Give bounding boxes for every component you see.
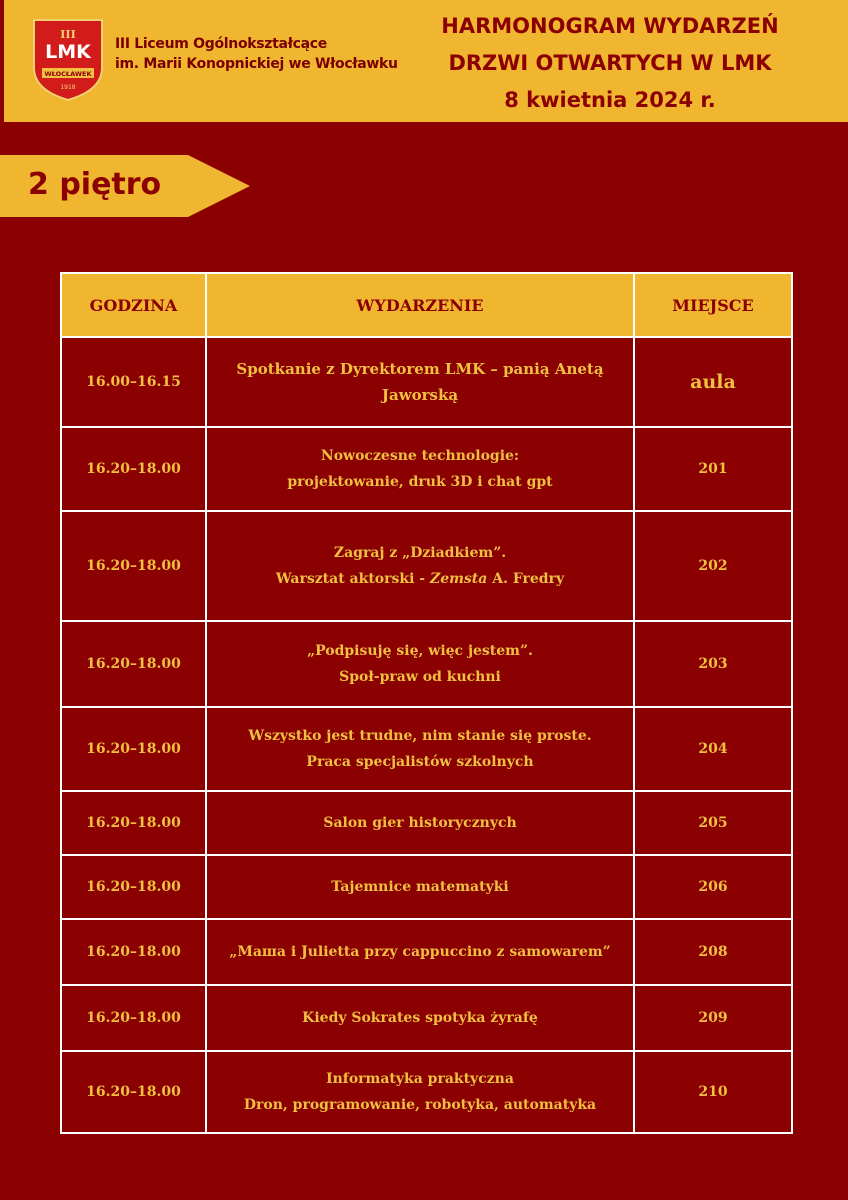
event-date: 8 kwietnia 2024 r. — [504, 88, 716, 112]
logo-numeral: III — [60, 28, 76, 41]
place-cell: 206 — [634, 855, 792, 919]
table-row — [61, 707, 792, 791]
time-cell: 16.20–18.00 — [61, 707, 206, 791]
school-logo — [32, 18, 104, 102]
time-cell: 16.00–16.15 — [61, 337, 206, 427]
event-cell — [206, 791, 634, 855]
schedule-table — [60, 272, 793, 1134]
table-row — [61, 427, 792, 511]
header-stripe — [0, 0, 4, 122]
event-cell — [206, 1051, 634, 1133]
table-row — [61, 337, 792, 427]
place-cell: aula — [634, 337, 792, 427]
event-title — [400, 8, 820, 119]
place-cell: 204 — [634, 707, 792, 791]
table-row — [61, 919, 792, 985]
time-cell: 16.20–18.00 — [61, 855, 206, 919]
event-line-text: A. Fredry — [487, 571, 565, 587]
event-line: Zagraj z „Dziadkiem”. — [333, 545, 507, 561]
event-line: Kiedy Sokrates spotyka żyrafę — [302, 1010, 538, 1026]
event-cell — [206, 855, 634, 919]
event-line: Społ-praw od kuchni — [339, 669, 501, 685]
table-row — [61, 1051, 792, 1133]
event-cell — [206, 919, 634, 985]
school-name — [115, 34, 398, 74]
event-title-line2: DRZWI OTWARTYCH W LMK — [448, 51, 772, 75]
event-line: projektowanie, druk 3D i chat gpt — [287, 474, 553, 490]
logo-letters: LMK — [45, 41, 91, 63]
event-line: Informatyka praktyczna — [326, 1071, 514, 1087]
event-line: Salon gier historycznych — [323, 815, 517, 831]
event-cell — [206, 621, 634, 707]
event-line — [217, 566, 623, 592]
school-name-line1: III Liceum Ogólnokształcące — [115, 36, 327, 52]
place-cell: 208 — [634, 919, 792, 985]
time-cell: 16.20–18.00 — [61, 621, 206, 707]
place-cell: 203 — [634, 621, 792, 707]
time-cell: 16.20–18.00 — [61, 791, 206, 855]
place-cell: 202 — [634, 511, 792, 621]
column-header-time: GODZINA — [61, 273, 206, 337]
table-row — [61, 621, 792, 707]
event-line: „Podpisuję się, więc jestem”. — [307, 643, 533, 659]
event-line: Tajemnice matematyki — [331, 879, 509, 895]
table-row — [61, 791, 792, 855]
place-cell: 210 — [634, 1051, 792, 1133]
event-cell — [206, 427, 634, 511]
time-cell: 16.20–18.00 — [61, 919, 206, 985]
event-cell — [206, 337, 634, 427]
event-cell — [206, 511, 634, 621]
time-cell: 16.20–18.00 — [61, 985, 206, 1051]
event-line: Praca specjalistów szkolnych — [306, 754, 534, 770]
play-title: Zemsta — [429, 571, 488, 587]
floor-label: 2 piętro — [28, 167, 162, 202]
column-header-place: MIEJSCE — [634, 273, 792, 337]
event-line: Wszystko jest trudne, nim stanie się proste. — [248, 728, 592, 744]
event-line: Jaworską — [381, 386, 459, 404]
time-cell: 16.20–18.00 — [61, 427, 206, 511]
table-row — [61, 511, 792, 621]
event-line: Nowoczesne technologie: — [320, 448, 520, 464]
table-row — [61, 855, 792, 919]
table-header-row — [61, 273, 792, 337]
logo-year: 1918 — [60, 84, 76, 91]
column-header-event: WYDARZENIE — [206, 273, 634, 337]
event-line: Spotkanie z Dyrektorem LMK – panią Anetą — [236, 360, 604, 378]
logo-city: WŁOCŁAWEK — [44, 70, 92, 78]
event-line-text: Warsztat aktorski - — [275, 571, 430, 587]
header-bar — [0, 0, 848, 122]
event-cell — [206, 985, 634, 1051]
floor-banner — [0, 155, 250, 217]
time-cell: 16.20–18.00 — [61, 1051, 206, 1133]
event-line: Dron, programowanie, robotyka, automatyka — [243, 1097, 597, 1113]
time-cell: 16.20–18.00 — [61, 511, 206, 621]
event-line: „Маша i Julietta przy cappuccino z samowarem” — [229, 944, 611, 960]
place-cell: 201 — [634, 427, 792, 511]
place-cell: 205 — [634, 791, 792, 855]
table-row — [61, 985, 792, 1051]
event-cell — [206, 707, 634, 791]
school-name-line2: im. Marii Konopnickiej we Włocławku — [115, 56, 398, 72]
place-cell: 209 — [634, 985, 792, 1051]
event-title-line1: HARMONOGRAM WYDARZEŃ — [441, 14, 779, 38]
